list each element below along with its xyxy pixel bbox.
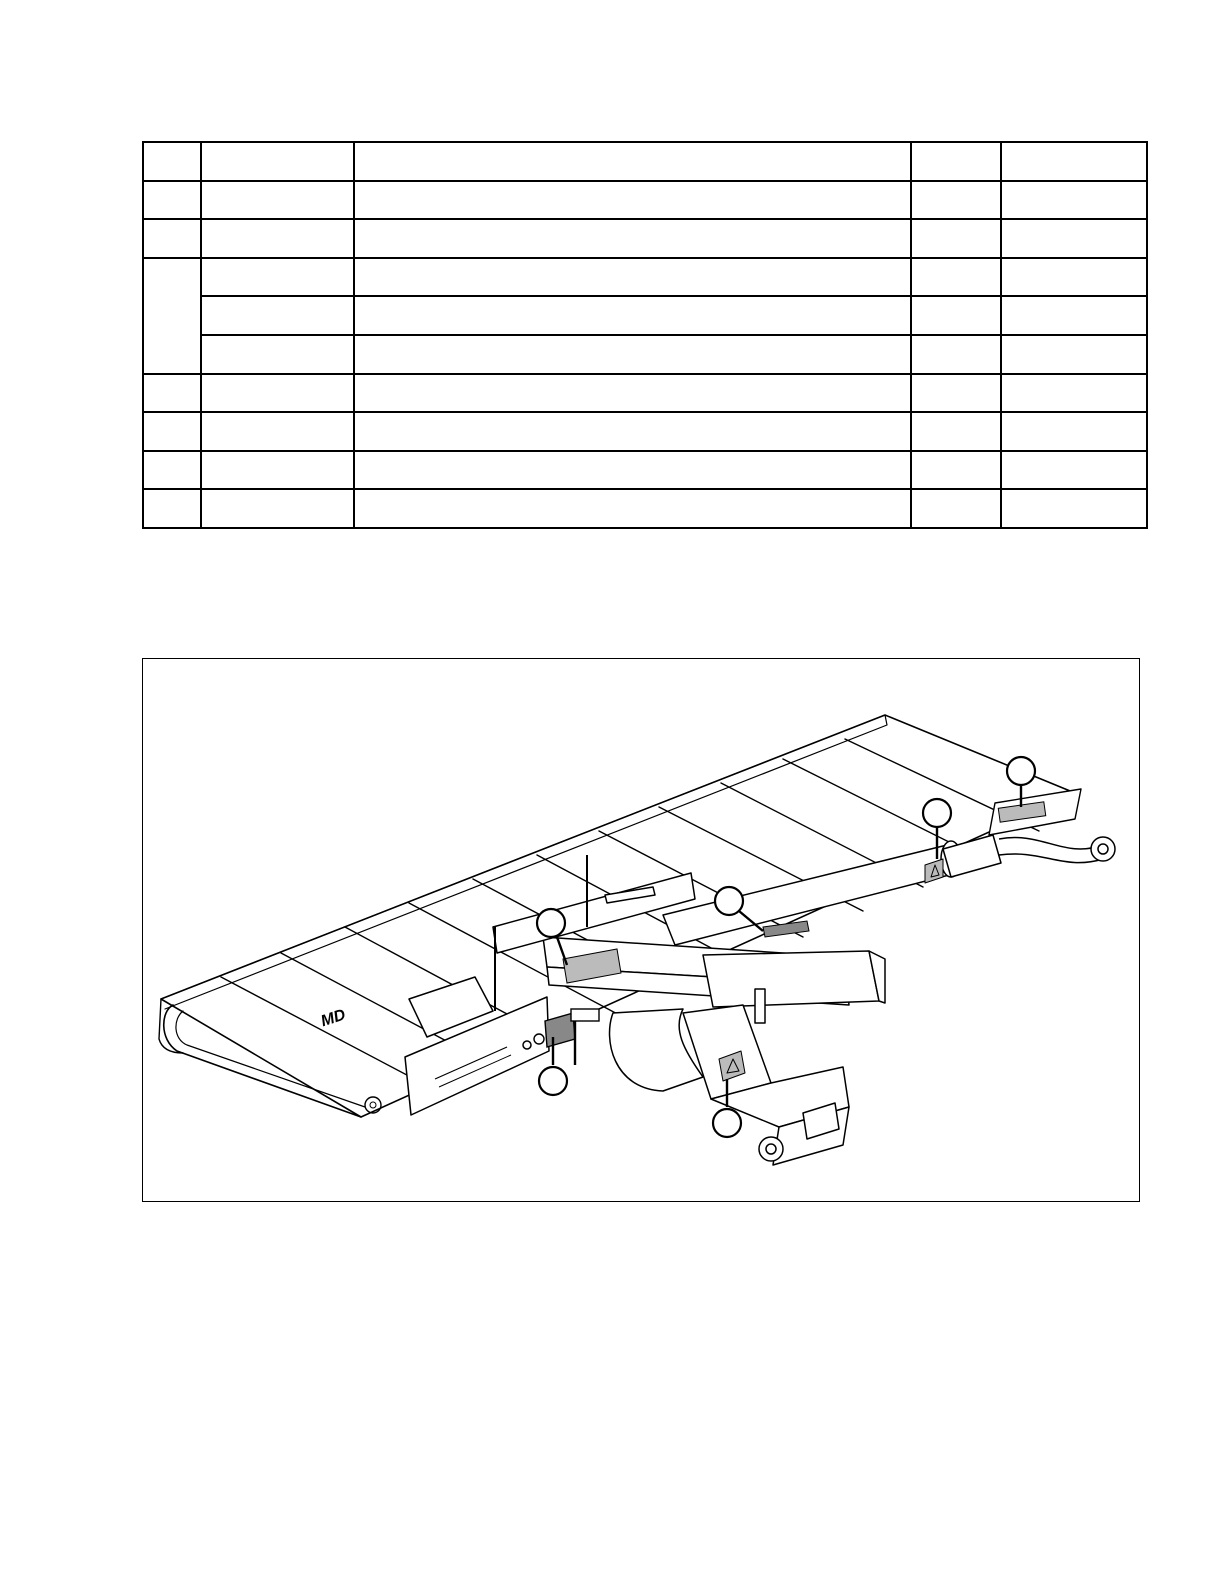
table-row — [143, 412, 1147, 451]
qty-cell — [911, 374, 1001, 413]
draper-header-illustration — [143, 659, 1141, 1203]
description-cell — [354, 335, 911, 374]
table-row — [143, 335, 1147, 374]
notes-cell — [1001, 296, 1148, 335]
callout-bubble — [537, 909, 565, 937]
qty-cell — [911, 258, 1001, 297]
part-number-cell — [201, 181, 355, 220]
notes-cell — [1001, 451, 1148, 490]
part-number-cell — [201, 412, 355, 451]
header-description-cell — [354, 142, 911, 181]
description-cell — [354, 451, 911, 490]
qty-cell — [911, 412, 1001, 451]
figure-frame — [142, 658, 1140, 1202]
header-qty-cell — [911, 142, 1001, 181]
description-cell — [354, 258, 911, 297]
description-cell — [354, 412, 911, 451]
ref-cell — [143, 219, 201, 258]
md-logo: MD — [318, 1006, 348, 1031]
notes-cell — [1001, 335, 1148, 374]
parts-table — [142, 141, 1148, 529]
table-row — [143, 181, 1147, 220]
ref-cell — [143, 412, 201, 451]
gearbox-housing — [610, 1005, 849, 1165]
qty-cell — [911, 181, 1001, 220]
table-row — [143, 258, 1147, 297]
table-row — [143, 374, 1147, 413]
table-row — [143, 219, 1147, 258]
part-number-cell — [201, 489, 355, 528]
callout-bubble — [923, 799, 951, 827]
qty-cell — [911, 296, 1001, 335]
part-number-cell — [201, 219, 355, 258]
table-row — [143, 489, 1147, 528]
notes-cell — [1001, 258, 1148, 297]
callout-bubble — [1007, 757, 1035, 785]
notes-cell — [1001, 181, 1148, 220]
description-cell — [354, 181, 911, 220]
qty-cell — [911, 489, 1001, 528]
ref-cell — [143, 451, 201, 490]
header-notes-cell — [1001, 142, 1148, 181]
qty-cell — [911, 219, 1001, 258]
table-row — [143, 451, 1147, 490]
table-row — [143, 296, 1147, 335]
callout-bubble — [539, 1067, 567, 1095]
part-number-cell — [201, 335, 355, 374]
part-number-cell — [201, 374, 355, 413]
qty-cell — [911, 335, 1001, 374]
part-number-cell — [201, 296, 355, 335]
table-header-row — [143, 142, 1147, 181]
ref-cell-merged — [143, 258, 201, 374]
callout-bubble — [715, 887, 743, 915]
ref-cell — [143, 181, 201, 220]
notes-cell — [1001, 412, 1148, 451]
qty-cell — [911, 451, 1001, 490]
part-number-cell — [201, 451, 355, 490]
description-cell — [354, 296, 911, 335]
callout-bubble — [713, 1109, 741, 1137]
ref-cell — [143, 489, 201, 528]
ref-cell — [143, 374, 201, 413]
description-cell — [354, 489, 911, 528]
part-number-cell — [201, 258, 355, 297]
description-cell — [354, 374, 911, 413]
notes-cell — [1001, 374, 1148, 413]
header-part-cell — [201, 142, 355, 181]
description-cell — [354, 219, 911, 258]
header-ref-cell — [143, 142, 201, 181]
notes-cell — [1001, 219, 1148, 258]
notes-cell — [1001, 489, 1148, 528]
